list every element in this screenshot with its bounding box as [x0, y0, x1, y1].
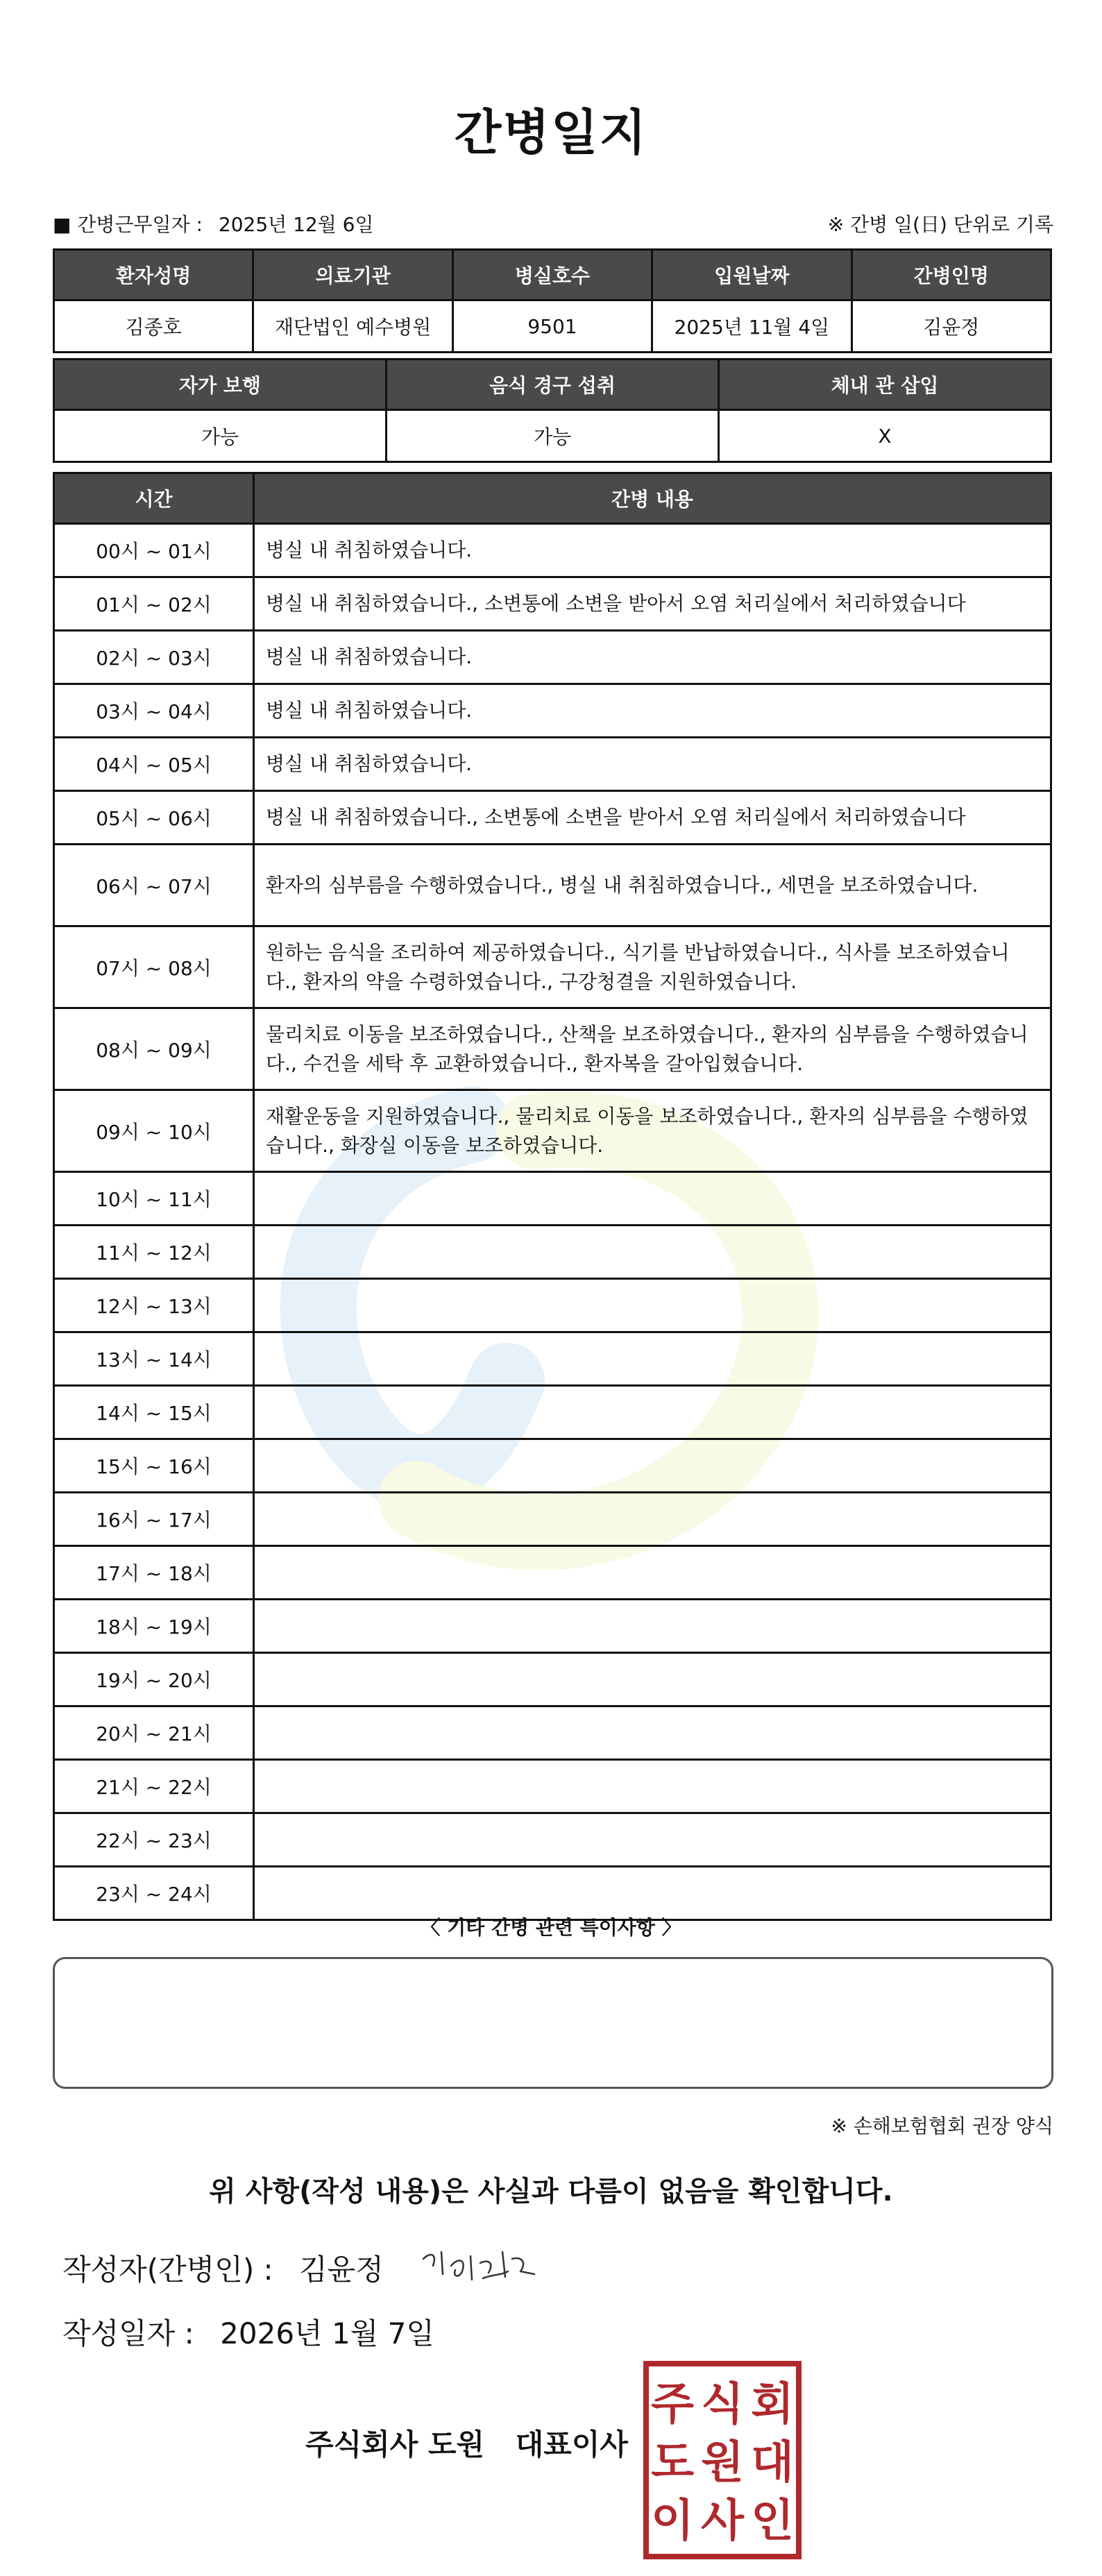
- log-content: [254, 1493, 1051, 1546]
- log-time: 03시 ~ 04시: [54, 684, 254, 738]
- log-time: 17시 ~ 18시: [54, 1546, 254, 1600]
- log-row: [54, 1760, 1051, 1813]
- record-unit-note: ※ 간병 일(日) 단위로 기록: [827, 213, 1053, 236]
- oral-intake-value: 가능: [387, 410, 719, 462]
- log-row: [54, 1279, 1051, 1332]
- log-time: 12시 ~ 13시: [54, 1279, 254, 1332]
- log-time: 07시 ~ 08시: [54, 926, 254, 1008]
- self-walking-value: 가능: [54, 410, 387, 462]
- log-row: [54, 631, 1051, 684]
- log-time: 02시 ~ 03시: [54, 631, 254, 684]
- log-row: [54, 1172, 1051, 1226]
- log-content: [254, 1226, 1051, 1279]
- care-log-table: [53, 472, 1052, 1921]
- log-row: [54, 1813, 1051, 1867]
- room-number: 9501: [452, 300, 652, 353]
- hospital-name: 재단법인 예수병원: [253, 300, 452, 353]
- log-time: 05시 ~ 06시: [54, 791, 254, 845]
- log-content: [254, 1760, 1051, 1813]
- special-notes-title: 〈 기타 간병 관련 특이사항 〉: [421, 1916, 681, 1939]
- log-row: [54, 1226, 1051, 1279]
- log-time: 14시 ~ 15시: [54, 1386, 254, 1439]
- log-content: 병실 내 취침하였습니다.: [254, 524, 1051, 577]
- company-seal-stamp: [642, 2359, 803, 2561]
- log-row: [54, 577, 1051, 631]
- svg-text:도: 도: [651, 2437, 694, 2489]
- log-time: 18시 ~ 19시: [54, 1600, 254, 1653]
- log-content: [254, 1600, 1051, 1653]
- svg-text:식: 식: [701, 2379, 744, 2430]
- log-content: 원하는 음식을 조리하여 제공하였습니다., 식기를 반납하였습니다., 식사를 보조하였습니다., 환자의 약을 수령하였습니다., 구강청결을 지원하였습니다.: [254, 926, 1051, 1008]
- svg-text:이: 이: [651, 2496, 694, 2547]
- caregiver-name: 김윤정: [851, 300, 1051, 353]
- log-time: 11시 ~ 12시: [54, 1226, 254, 1279]
- log-row: [54, 684, 1051, 738]
- header-admission-date: 입원날짜: [652, 250, 851, 300]
- log-time: 15시 ~ 16시: [54, 1439, 254, 1493]
- log-row: [54, 1653, 1051, 1706]
- log-content: [254, 1813, 1051, 1867]
- patient-name: 김종호: [54, 300, 253, 353]
- log-time: 00시 ~ 01시: [54, 524, 254, 577]
- log-time: 10시 ~ 11시: [54, 1172, 254, 1226]
- log-row: [54, 1867, 1051, 1920]
- log-row: [54, 1546, 1051, 1600]
- svg-text:대: 대: [751, 2437, 794, 2489]
- log-content: [254, 1706, 1051, 1760]
- admission-date: 2025년 11월 4일: [652, 300, 851, 353]
- log-row: [54, 738, 1051, 791]
- log-content: 병실 내 취침하였습니다.: [254, 738, 1051, 791]
- work-date: [53, 210, 374, 237]
- log-row: [54, 1008, 1051, 1090]
- log-time: 04시 ~ 05시: [54, 738, 254, 791]
- work-date-value: 2025년 12월 6일: [218, 213, 374, 236]
- written-date-value: 2026년 1월 7일: [220, 2316, 434, 2350]
- log-time: 06시 ~ 07시: [54, 845, 254, 926]
- header-tube-insertion: 체내 관 삽입: [719, 359, 1051, 410]
- header-hospital: 의료기관: [253, 250, 452, 300]
- page-title: 간병일지: [454, 104, 648, 161]
- log-time: 20시 ~ 21시: [54, 1706, 254, 1760]
- log-time: 19시 ~ 20시: [54, 1653, 254, 1706]
- log-content: 병실 내 취침하였습니다.: [254, 684, 1051, 738]
- header-room-number: 병실호수: [452, 250, 652, 300]
- log-row: [54, 1439, 1051, 1493]
- svg-text:인: 인: [751, 2496, 794, 2547]
- log-content: [254, 1279, 1051, 1332]
- log-content: 병실 내 취침하였습니다., 소변통에 소변을 받아서 오염 처리실에서 처리하였습니다: [254, 791, 1051, 845]
- tube-insertion-value: X: [719, 410, 1051, 462]
- header-care-content: 간병 내용: [254, 473, 1051, 524]
- log-row: [54, 1332, 1051, 1386]
- header-oral-intake: 음식 경구 섭취: [387, 359, 719, 410]
- log-content: 병실 내 취침하였습니다., 소변통에 소변을 받아서 오염 처리실에서 처리하였습니다: [254, 577, 1051, 631]
- log-content: [254, 1332, 1051, 1386]
- log-row: [54, 1386, 1051, 1439]
- patient-info-table: [53, 248, 1052, 353]
- header-patient-name: 환자성명: [54, 250, 253, 300]
- log-time: 08시 ~ 09시: [54, 1008, 254, 1090]
- writer-value: 김윤정: [299, 2253, 384, 2287]
- patient-status-table: [53, 358, 1052, 463]
- form-source-note: ※ 손해보험협회 권장 양식: [831, 2115, 1053, 2137]
- work-date-label: ■ 간병근무일자 :: [53, 213, 203, 236]
- log-content: 병실 내 취침하였습니다.: [254, 631, 1051, 684]
- written-date-line: [62, 2311, 434, 2353]
- log-time: 01시 ~ 02시: [54, 577, 254, 631]
- log-content: 재활운동을 지원하였습니다., 물리치료 이동을 보조하였습니다., 환자의 심부름을 수행하였습니다., 화장실 이동을 보조하였습니다.: [254, 1090, 1051, 1172]
- log-content: [254, 1386, 1051, 1439]
- log-row: [54, 1493, 1051, 1546]
- log-time: 22시 ~ 23시: [54, 1813, 254, 1867]
- special-notes-box: [53, 1957, 1053, 2089]
- log-row: [54, 926, 1051, 1008]
- representative-title: 대표이사: [515, 2427, 628, 2461]
- company-name: 주식회사 도원: [305, 2427, 485, 2461]
- log-content: [254, 1439, 1051, 1493]
- header-time: 시간: [54, 473, 254, 524]
- log-row: [54, 791, 1051, 845]
- handwritten-signature: [416, 2238, 541, 2294]
- company-line: [305, 2422, 628, 2464]
- header-self-walking: 자가 보행: [54, 359, 387, 410]
- svg-text:사: 사: [701, 2496, 744, 2547]
- writer-label: 작성자(간병인) :: [62, 2253, 273, 2287]
- log-time: 21시 ~ 22시: [54, 1760, 254, 1813]
- svg-text:주: 주: [651, 2379, 694, 2430]
- log-row: [54, 845, 1051, 926]
- log-row: [54, 1706, 1051, 1760]
- log-content: [254, 1653, 1051, 1706]
- written-date-label: 작성일자 :: [62, 2316, 194, 2350]
- log-time: 13시 ~ 14시: [54, 1332, 254, 1386]
- svg-text:회: 회: [751, 2379, 794, 2430]
- log-content: [254, 1546, 1051, 1600]
- log-time: 16시 ~ 17시: [54, 1493, 254, 1546]
- writer-line: [62, 2247, 384, 2289]
- log-content: 물리치료 이동을 보조하였습니다., 산책을 보조하였습니다., 환자의 심부름을 수행하였습니다., 수건을 세탁 후 교환하였습니다., 환자복을 갈아입혔습니다.: [254, 1008, 1051, 1090]
- log-row: [54, 1090, 1051, 1172]
- log-content: 환자의 심부름을 수행하였습니다., 병실 내 취침하였습니다., 세면을 보조하였습니다.: [254, 845, 1051, 926]
- confirmation-statement: 위 사항(작성 내용)은 사실과 다름이 없음을 확인합니다.: [209, 2176, 893, 2208]
- log-time: 09시 ~ 10시: [54, 1090, 254, 1172]
- log-content: [254, 1867, 1051, 1920]
- log-row: [54, 524, 1051, 577]
- log-content: [254, 1172, 1051, 1226]
- header-caregiver-name: 간병인명: [851, 250, 1051, 300]
- svg-text:원: 원: [701, 2437, 744, 2489]
- log-time: 23시 ~ 24시: [54, 1867, 254, 1920]
- log-row: [54, 1600, 1051, 1653]
